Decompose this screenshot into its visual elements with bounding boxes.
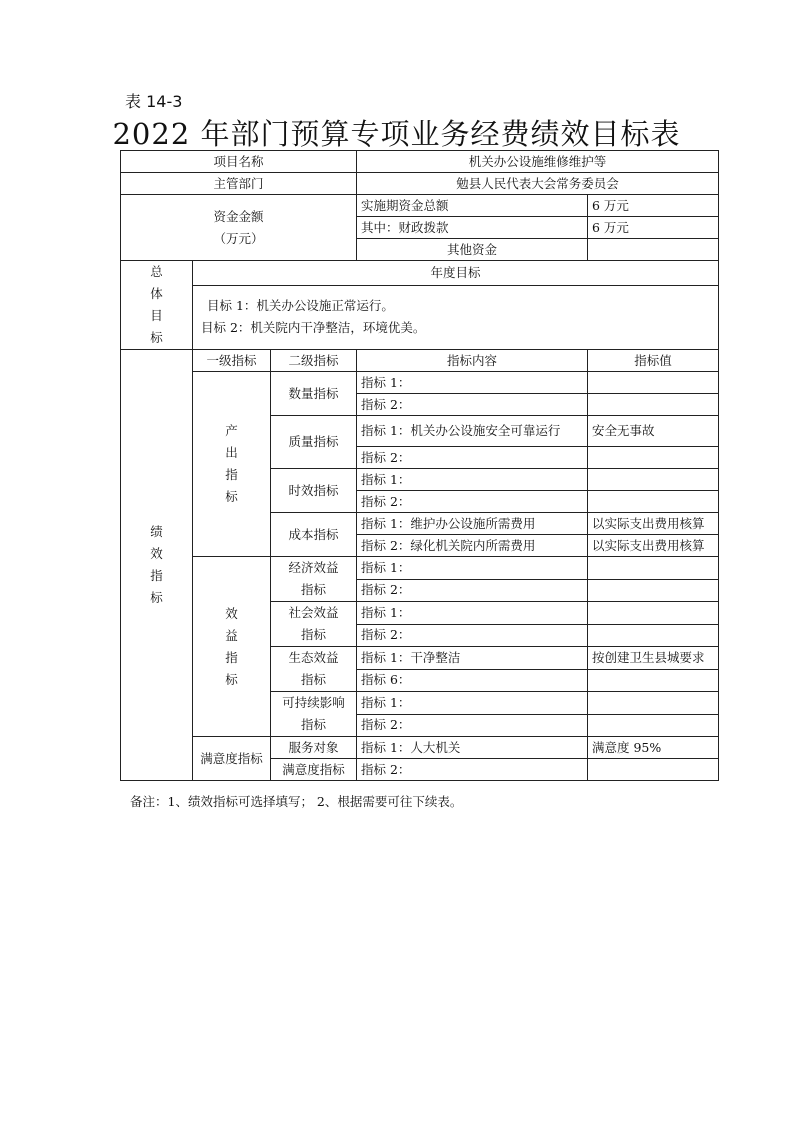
indicators-side-char: 指 (150, 568, 163, 583)
indicator-value (588, 372, 719, 394)
ecological-label (271, 647, 357, 692)
indicator-content: 指标 1：维护办公设施所需费用 (357, 513, 588, 535)
indicators-side-char: 绩 (150, 524, 163, 539)
project-label: 项目名称 (121, 151, 357, 173)
economic-label (271, 557, 357, 602)
goals-side-char: 目 (150, 308, 163, 323)
table-row (121, 737, 719, 759)
indicator-content: 指标 2： (357, 491, 588, 513)
social-label-line1: 社会效益 (288, 605, 339, 620)
satisfaction-sub-label-line2: 满意度指标 (271, 759, 357, 781)
output-char: 指 (225, 467, 238, 482)
indicator-content: 指标 1： (357, 372, 588, 394)
indicators-header-row (121, 350, 719, 372)
funds-label (121, 195, 357, 261)
funds-row (121, 195, 719, 217)
indicator-value: 满意度 95% (588, 737, 719, 759)
dept-label: 主管部门 (121, 173, 357, 195)
indicator-content: 指标 2： (357, 759, 588, 781)
indicator-value (588, 491, 719, 513)
header-value: 指标值 (588, 350, 719, 372)
dept-value: 勉县人民代表大会常务委员会 (357, 173, 719, 195)
indicator-content: 指标 2： (357, 624, 588, 647)
indicator-content: 指标 2： (357, 579, 588, 602)
indicators-side-char: 效 (150, 546, 163, 561)
ecological-label-line2: 指标 (300, 672, 326, 687)
header-content: 指标内容 (357, 350, 588, 372)
indicator-content: 指标 1：人大机关 (357, 737, 588, 759)
indicator-value (588, 469, 719, 491)
output-indicators-label (193, 372, 271, 557)
goal-line-1: 目标 1：机关办公设施正常运行。 (207, 298, 394, 314)
benefit-char: 效 (225, 605, 238, 621)
goals-side-label (121, 261, 193, 350)
output-char: 标 (225, 489, 238, 504)
indicator-value: 以实际支出费用核算 (588, 535, 719, 557)
sustainable-label-line2: 指标 (300, 717, 326, 732)
goals-side-char: 标 (150, 330, 163, 345)
indicator-content: 指标 1：干净整洁 (357, 647, 588, 670)
goals-body-row (121, 285, 719, 349)
ecological-label-line1: 生态效益 (288, 650, 339, 665)
indicator-value (588, 669, 719, 692)
quantity-label: 数量指标 (271, 372, 357, 416)
performance-table (120, 150, 719, 781)
indicator-content: 指标 1： (357, 469, 588, 491)
footnote: 备注：1、绩效指标可选择填写； 2、根据需要可往下续表。 (130, 794, 463, 809)
timeliness-label: 时效指标 (271, 469, 357, 513)
indicator-value (588, 692, 719, 715)
funds-other-label: 其他资金 (357, 239, 588, 261)
indicator-value: 按创建卫生县城要求 (588, 647, 719, 670)
project-value: 机关办公设施维修维护等 (357, 151, 719, 173)
goals-header-row (121, 261, 719, 286)
goals-header: 年度目标 (193, 261, 719, 286)
indicators-side-char: 标 (150, 590, 163, 605)
benefit-char: 指 (225, 649, 238, 665)
indicator-content: 指标 1： (357, 602, 588, 625)
indicators-side-label (121, 350, 193, 781)
quality-label: 质量指标 (271, 416, 357, 469)
funds-fiscal-value: 6 万元 (588, 217, 719, 239)
economic-label-line2: 指标 (300, 582, 326, 597)
indicator-value: 安全无事故 (588, 416, 719, 447)
indicator-content: 指标 2： (357, 394, 588, 416)
indicator-content: 指标 1： (357, 557, 588, 580)
cost-label: 成本指标 (271, 513, 357, 557)
benefit-char: 标 (225, 671, 238, 687)
indicator-content: 指标 1： (357, 692, 588, 715)
indicator-content: 指标 2：绿化机关院内所需费用 (357, 535, 588, 557)
indicator-content: 指标 2： (357, 447, 588, 469)
indicator-content: 指标 6： (357, 669, 588, 692)
funds-total-label: 实施期资金总额 (357, 195, 588, 217)
funds-other-value (588, 239, 719, 261)
header-level1: 一级指标 (193, 350, 271, 372)
indicator-value (588, 602, 719, 625)
table-row (121, 557, 719, 580)
indicator-value (588, 714, 719, 737)
header-level2: 二级指标 (271, 350, 357, 372)
economic-label-line1: 经济效益 (288, 560, 339, 575)
social-label-line2: 指标 (300, 627, 326, 642)
indicator-content: 指标 1：机关办公设施安全可靠运行 (357, 416, 588, 447)
indicator-value (588, 624, 719, 647)
indicator-value (588, 394, 719, 416)
output-char: 出 (225, 445, 238, 460)
sustainable-label (271, 692, 357, 737)
indicator-value (588, 557, 719, 580)
sustainable-label-line1: 可持续影响 (282, 695, 345, 710)
social-label (271, 602, 357, 647)
indicator-content: 指标 2： (357, 714, 588, 737)
funds-fiscal-label: 其中：财政拨款 (357, 217, 588, 239)
satisfaction-sub-label-line1: 服务对象 (271, 737, 357, 759)
funds-label-line2: （万元） (213, 230, 264, 246)
benefit-char: 益 (225, 627, 238, 643)
indicator-value (588, 759, 719, 781)
output-char: 产 (225, 423, 238, 438)
indicator-value (588, 579, 719, 602)
benefit-indicators-label (193, 557, 271, 737)
goals-side-char: 总 (150, 264, 163, 279)
goal-line-2: 目标 2：机关院内干净整洁，环境优美。 (201, 320, 426, 336)
project-row (121, 151, 719, 173)
goals-side-char: 体 (150, 286, 163, 301)
indicator-value (588, 447, 719, 469)
table-label: 表 14-3 (125, 92, 183, 111)
funds-total-value: 6 万元 (588, 195, 719, 217)
indicator-value: 以实际支出费用核算 (588, 513, 719, 535)
goals-text (193, 285, 719, 349)
dept-row (121, 173, 719, 195)
satisfaction-label: 满意度指标 (193, 737, 271, 781)
table-row (121, 372, 719, 394)
funds-label-line1: 资金金额 (213, 208, 264, 224)
page-title: 2022 年部门预算专项业务经费绩效目标表 (112, 117, 681, 151)
